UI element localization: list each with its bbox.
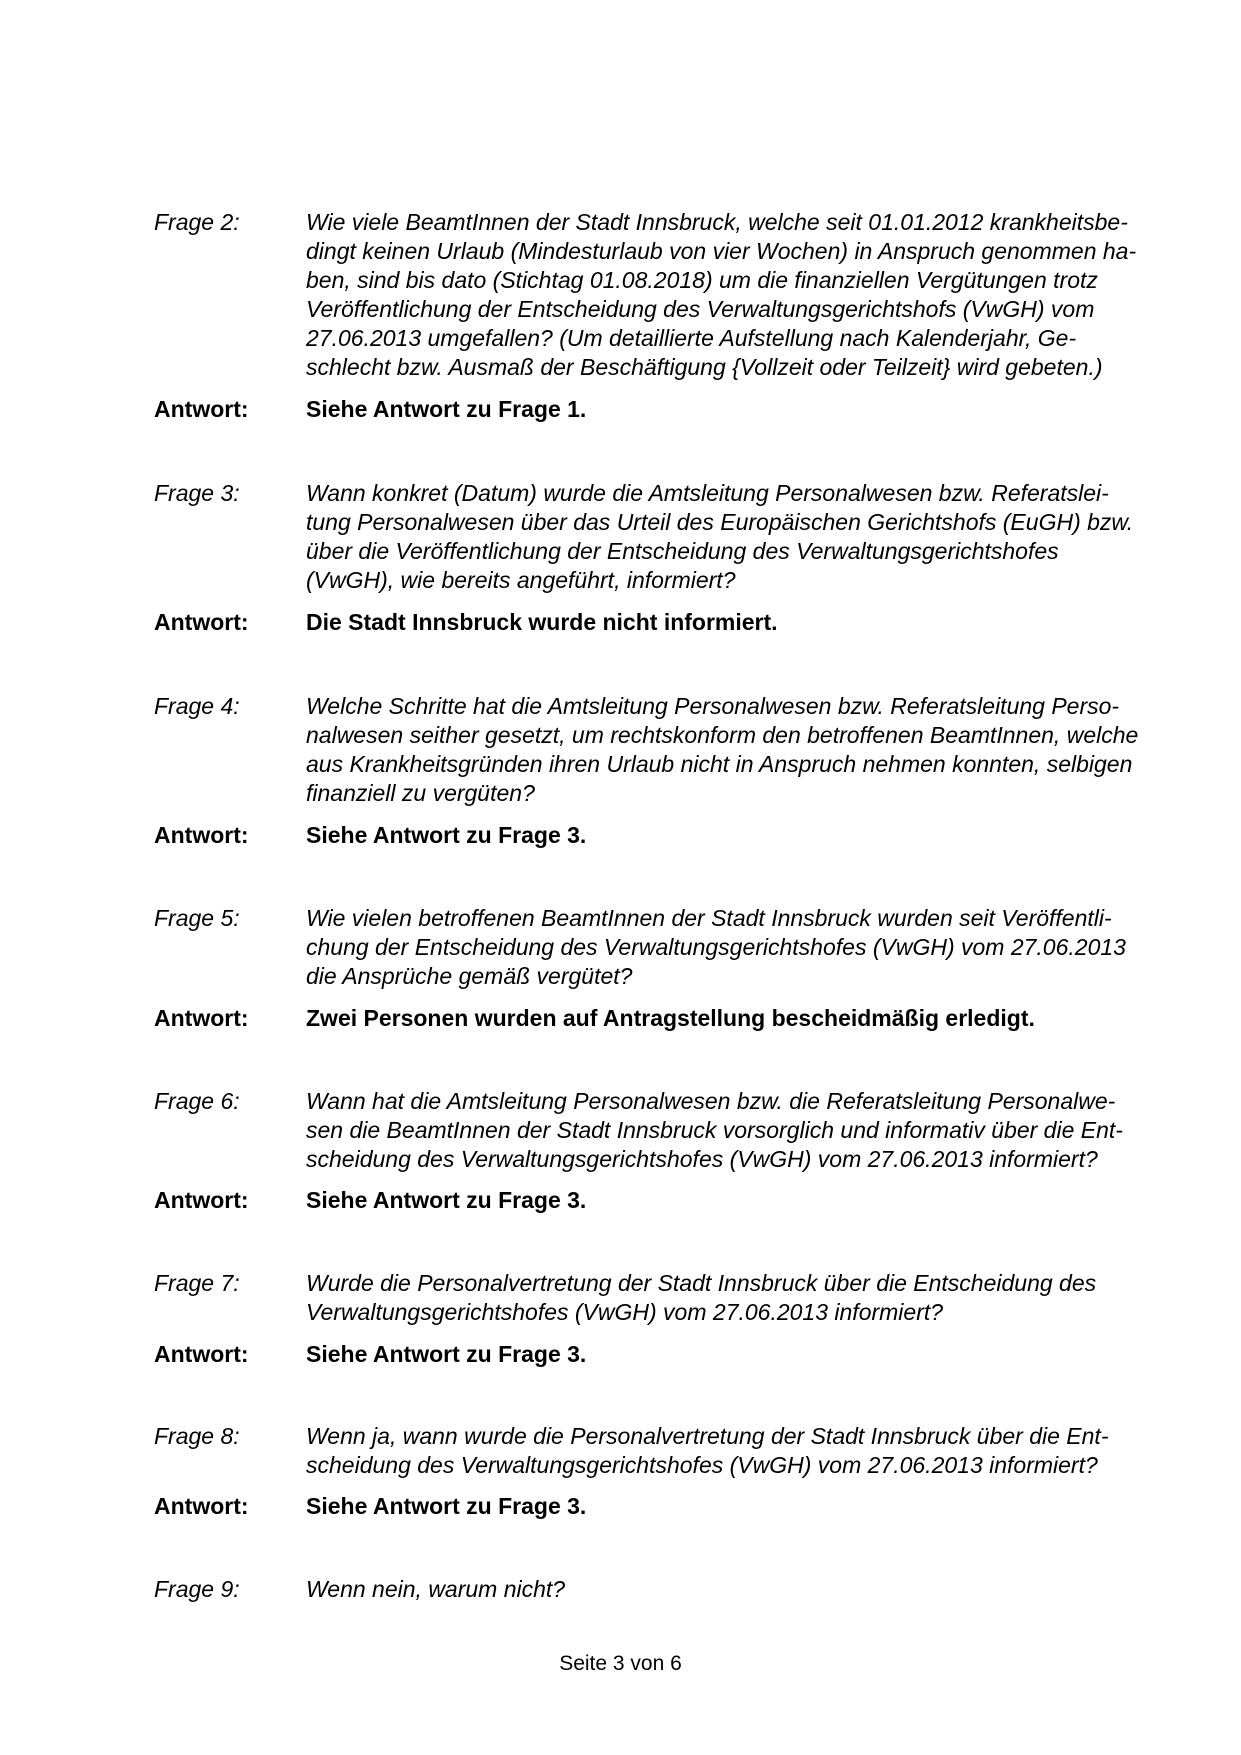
question-4	[154, 692, 1139, 808]
question-line: 27.06.2013 umgefallen? (Um detaillierte Aufstellung nach Kalenderjahr, Ge-	[306, 325, 1077, 351]
question-line: die Ansprüche gemäß vergütet?	[306, 963, 633, 989]
question-line: Veröffentlichung der Entscheidung des Verwaltungsgerichtshofs (VwGH) vom	[306, 296, 1095, 322]
question-line: scheidung des Verwaltungsgerichtshofes (VwGH) vom 27.06.2013 informiert?	[306, 1452, 1098, 1478]
question-text	[306, 1575, 1134, 1604]
page-number: Seite 3 von 6	[559, 1652, 682, 1675]
question-line: Wurde die Personalvertretung der Stadt Innsbruck über die Entscheidung des	[306, 1270, 1097, 1296]
answer-text: Zwei Personen wurden auf Antragstellung bescheidmäßig erledigt.	[306, 1005, 1035, 1031]
question-line: Wann konkret (Datum) wurde die Amtsleitung Personalwesen bzw. Referatslei-	[306, 480, 1109, 506]
question-line: finanziell zu vergüten?	[306, 780, 535, 806]
answer-6	[154, 1186, 1134, 1215]
question-line: (VwGH), wie bereits angeführt, informiert?	[306, 567, 736, 593]
question-label: Frage 6:	[154, 1088, 240, 1114]
question-line: tung Personalwesen über das Urteil des Europäischen Gerichtshofs (EuGH) bzw.	[306, 509, 1134, 535]
question-text	[306, 479, 1134, 595]
answer-text: Die Stadt Innsbruck wurde nicht informiert.	[306, 609, 778, 635]
question-line: dingt keinen Urlaub (Mindesturlaub von vier Wochen) in Anspruch genommen ha-	[306, 238, 1137, 264]
question-line: aus Krankheitsgründen ihren Urlaub nicht in Anspruch nehmen konnten, selbigen	[306, 751, 1133, 777]
question-line: chung der Entscheidung des Verwaltungsgerichtshofes (VwGH) vom 27.06.2013	[306, 934, 1126, 960]
answer-label: Antwort:	[154, 609, 249, 635]
question-text	[306, 1269, 1134, 1327]
question-line: ben, sind bis dato (Stichtag 01.08.2018) um die finanziellen Vergütungen trotz	[306, 267, 1098, 293]
answer-label: Antwort:	[154, 1005, 249, 1031]
question-6	[154, 1087, 1134, 1174]
question-2	[154, 208, 1137, 382]
question-3	[154, 479, 1134, 595]
answer-4	[154, 821, 1134, 850]
answer-label: Antwort:	[154, 1341, 249, 1367]
answer-text: Siehe Antwort zu Frage 3.	[306, 1493, 587, 1519]
question-label: Frage 9:	[154, 1576, 240, 1602]
answer-2	[154, 395, 1134, 424]
question-line: über die Veröffentlichung der Entscheidung des Verwaltungsgerichtshofes	[306, 538, 1059, 564]
answer-label: Antwort:	[154, 822, 249, 848]
question-line: Verwaltungsgerichtshofes (VwGH) vom 27.06.2013 informiert?	[306, 1299, 944, 1325]
question-text	[306, 1087, 1134, 1174]
question-text	[306, 1422, 1134, 1480]
question-label: Frage 2:	[154, 209, 240, 235]
question-line: Welche Schritte hat die Amtsleitung Personalwesen bzw. Referatsleitung Perso-	[306, 693, 1120, 719]
question-line: scheidung des Verwaltungsgerichtshofes (VwGH) vom 27.06.2013 informiert?	[306, 1146, 1098, 1172]
question-line: sen die BeamtInnen der Stadt Innsbruck vorsorglich und informativ über die Ent-	[306, 1117, 1123, 1143]
question-8	[154, 1422, 1134, 1480]
question-text	[306, 208, 1136, 382]
question-9	[154, 1575, 1134, 1604]
answer-5	[154, 1004, 1134, 1033]
answer-text: Siehe Antwort zu Frage 3.	[306, 1341, 587, 1367]
question-line: Wenn ja, wann wurde die Personalvertretung der Stadt Innsbruck über die Ent-	[306, 1423, 1109, 1449]
question-line: Wenn nein, warum nicht?	[306, 1576, 566, 1602]
question-line: Wie viele BeamtInnen der Stadt Innsbruck, welche seit 01.01.2012 krankheitsbe-	[306, 209, 1128, 235]
question-label: Frage 8:	[154, 1423, 240, 1449]
answer-7	[154, 1340, 1134, 1369]
answer-text: Siehe Antwort zu Frage 3.	[306, 1187, 587, 1213]
answer-3	[154, 608, 1134, 637]
question-label: Frage 4:	[154, 693, 240, 719]
question-text	[306, 692, 1138, 808]
question-line: nalwesen seither gesetzt, um rechtskonform den betroffenen BeamtInnen, welche	[306, 722, 1139, 748]
answer-8	[154, 1492, 1134, 1521]
answer-text: Siehe Antwort zu Frage 1.	[306, 396, 587, 422]
question-line: Wann hat die Amtsleitung Personalwesen bzw. die Referatsleitung Personalwe-	[306, 1088, 1116, 1114]
answer-label: Antwort:	[154, 1187, 249, 1213]
answer-label: Antwort:	[154, 396, 249, 422]
answer-label: Antwort:	[154, 1493, 249, 1519]
question-line: schlecht bzw. Ausmaß der Beschäftigung {Vollzeit oder Teilzeit} wird gebeten.)	[306, 354, 1103, 380]
question-text	[306, 904, 1134, 991]
question-label: Frage 7:	[154, 1270, 240, 1296]
question-line: Wie vielen betroffenen BeamtInnen der Stadt Innsbruck wurden seit Veröffentli-	[306, 905, 1112, 931]
answer-text: Siehe Antwort zu Frage 3.	[306, 822, 587, 848]
question-5	[154, 904, 1134, 991]
question-label: Frage 5:	[154, 905, 240, 931]
question-label: Frage 3:	[154, 480, 240, 506]
question-7	[154, 1269, 1134, 1327]
